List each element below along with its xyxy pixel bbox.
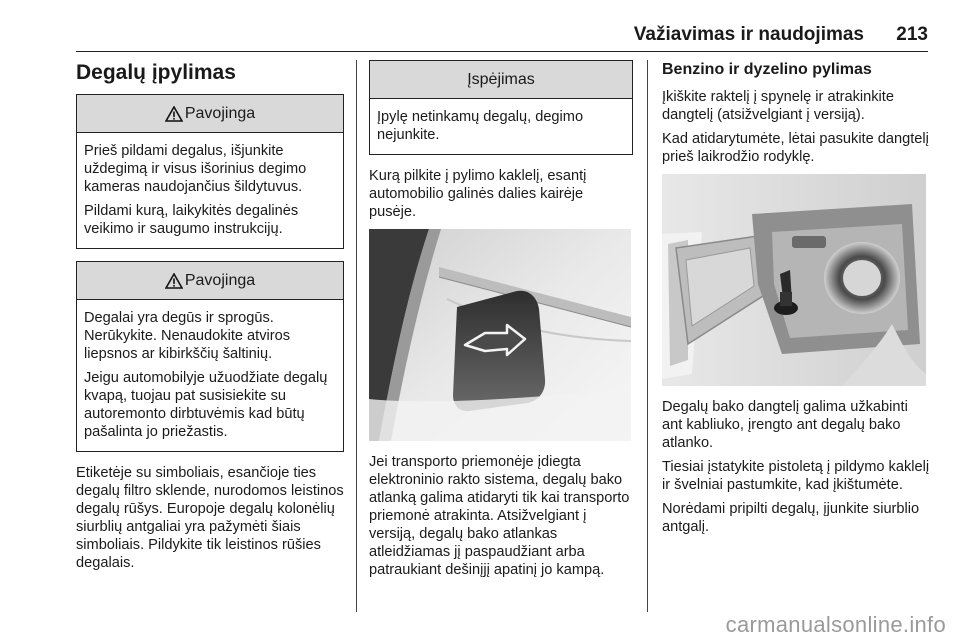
body-paragraph: Įkiškite raktelį į spynelę ir atrakinkite dangtelį (atsižvelgiant į versiją).: [662, 89, 894, 123]
column-divider-2: [647, 60, 648, 612]
danger-box-body: [77, 133, 343, 248]
body-paragraph: Kurą pilkite į pylimo kaklelį, esantį automobilio galinės dalies kairėje pusėje.: [369, 168, 587, 220]
caution-text: Įpylę netinkamų degalų, degimo nejunkite.: [377, 109, 584, 143]
column-1: [76, 60, 344, 578]
danger-text: Jeigu automobilyje užuodžiate degalų kvapą, tuojau pat susisiekite su autoremonto dirbtuvėmis kad būtų pašalinta jo priežastis.: [84, 370, 328, 440]
danger-text: Pildami kurą, laikykitės degalinės veikimo ir saugumo instrukcijų.: [84, 203, 299, 237]
column-3: [662, 60, 930, 542]
chapter-title: Važiavimas ir naudojimas: [633, 24, 864, 45]
section-title: Degalų įpylimas: [76, 61, 236, 84]
body-paragraph: Degalų bako dangtelį galima užkabinti ant kabliuko, įrengto ant degalų bako atlanko.: [662, 399, 908, 451]
danger-text: Prieš pildami degalus, išjunkite uždegimą ir visus išorinius degimo kameras naudojančius šildytuvus.: [84, 143, 307, 195]
fuel-flap-photo: [369, 229, 631, 441]
body-paragraph: Norėdami pripilti degalų, įjunkite siurblio antgalį.: [662, 501, 920, 535]
danger-text: Degalai yra degūs ir sprogūs. Nerūkykite. Nenaudokite atviros liepsnos ar kibirkščių šaltinių.: [84, 310, 291, 362]
body-paragraph: Etiketėje su simboliais, esančioje ties degalų filtro sklende, nurodomos leistinos degalų rūšys. Europoje degalų kolonėlių siurblių antgaliai yra pažymėti šiais simboliais. Pildykite tik leistinos rūšies degalais.: [76, 465, 344, 571]
caution-heading: Įspėjimas: [467, 70, 535, 88]
danger-box-body: [77, 300, 343, 451]
danger-heading: Pavojinga: [184, 104, 256, 122]
body-paragraph: Tiesiai įstatykite pistoletą į pildymo kaklelį ir švelniai pastumkite, kad įkištumėte.: [662, 459, 930, 493]
column-divider-1: [356, 60, 357, 612]
fuel-cap-photo: [662, 174, 926, 386]
danger-heading: Pavojinga: [184, 271, 256, 289]
danger-box-header: [77, 95, 343, 133]
body-paragraph: Jei transporto priemonėje įdiegta elektroninio rakto sistema, degalų bako atlanką galima atidaryti tik kai transporto priemonė atrakinta. Atsižvelgiant į versiją, degalų bako atlankas atleidžiamas jį paspaudžiant arba patraukiant dešinįjį apatinį jo kampą.: [369, 454, 630, 578]
page-header: [76, 24, 928, 52]
body-paragraph: Kad atidarytumėte, lėtai pasukite dangtelį prieš laikrodžio rodyklę.: [662, 131, 929, 165]
danger-box-1: [76, 94, 344, 249]
danger-box-2: [76, 261, 344, 452]
page-number: 213: [896, 24, 928, 45]
watermark: carmanualsonline.info: [725, 612, 946, 637]
warning-triangle-icon: [165, 273, 183, 289]
subsection-title: Benzino ir dyzelino pylimas: [662, 61, 872, 78]
column-2: [369, 60, 633, 585]
danger-box-header: [77, 262, 343, 300]
warning-triangle-icon: [165, 106, 183, 122]
caution-box: [369, 60, 633, 155]
caution-box-header: [370, 61, 632, 99]
caution-box-body: [370, 99, 632, 154]
